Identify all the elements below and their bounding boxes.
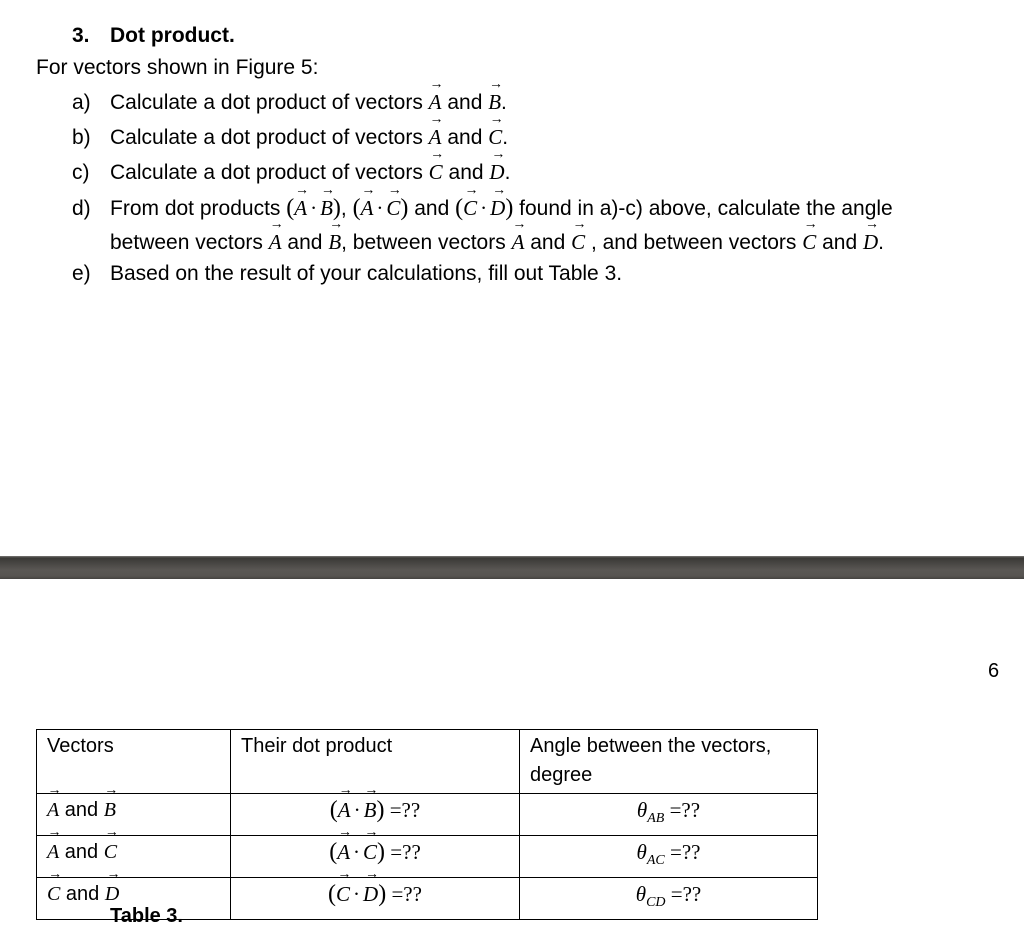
dot-product-cell: (→ C · → D) =?? — [231, 878, 520, 920]
problem-title: Dot product. — [110, 24, 235, 47]
item-a: a) Calculate a dot product of vectors → A and → B. — [72, 90, 507, 115]
vectors-cell: → A and → B — [37, 794, 231, 836]
item-e: e) Based on the result of your calculations, fill out Table 3. — [72, 262, 623, 285]
vectors-cell: → C and → D — [37, 878, 231, 920]
table-3 — [36, 729, 818, 920]
item-c: c) Calculate a dot product of vectors → C and → D. — [72, 160, 510, 185]
table-row — [37, 794, 818, 836]
problem-number: 3. — [72, 24, 90, 47]
table-row — [37, 836, 818, 878]
dot-product-cell: (→ A · → B) =?? — [231, 794, 520, 836]
item-d-line2: between vectors → A and → B, between vectors → A and → C , and between vectors → C and → D. — [110, 230, 884, 255]
dot-product-cell: (→ A · → C) =?? — [231, 836, 520, 878]
angle-cell: $\theta_{CD}$ =?? — [520, 878, 818, 920]
problem-heading — [72, 24, 235, 48]
vector-symbol: → A — [429, 90, 442, 115]
vector-symbol: → C — [429, 160, 443, 185]
angle-cell: $\theta_{AC}$ =?? — [520, 836, 818, 878]
page-break-bar — [0, 556, 1024, 579]
vector-symbol: → B — [488, 90, 501, 115]
angle-cell: $\theta_{AB}$ =?? — [520, 794, 818, 836]
problem-intro: For vectors shown in Figure 5: — [36, 56, 319, 79]
header-vectors: Vectors — [37, 730, 231, 794]
page-number: 6 — [988, 660, 1000, 682]
item-b: b) Calculate a dot product of vectors → A and → C. — [72, 125, 508, 150]
vector-symbol: → C — [488, 125, 502, 150]
vectors-cell: → A and → C — [37, 836, 231, 878]
vector-symbol: → D — [489, 160, 504, 185]
table-caption: Table 3. — [110, 905, 183, 927]
header-angle: Angle between the vectors, degree — [520, 730, 818, 794]
vector-symbol: → A — [429, 125, 442, 150]
header-dot-product: Their dot product — [231, 730, 520, 794]
item-d-line1: d) From dot products (→ A · → B), (→ A · → C) and (→ C · → D) found in a)-c) above, calculate the angle — [72, 195, 893, 222]
table-header-row — [37, 730, 818, 794]
